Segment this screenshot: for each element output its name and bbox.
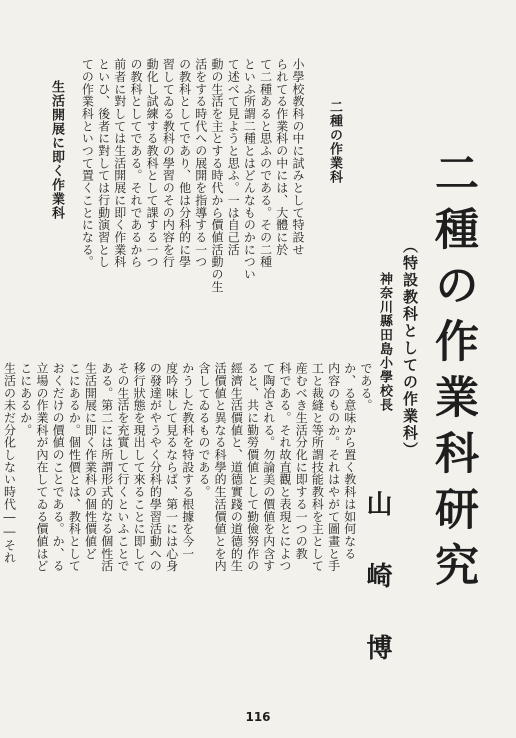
text-column: の發達がやうやく分科的學習活動への [148, 362, 163, 572]
text-column: かうした教科を特設する根據を今一 [180, 362, 195, 560]
text-column: か、る意味から置く教科は如何なる [342, 362, 357, 560]
text-column: 移行狀態を現出して來ることに即して [132, 362, 147, 572]
text-column: こにあるか。 [18, 362, 33, 437]
text-column: といひ、後者に對しては行動演習とし [96, 58, 111, 268]
text-column: その生活を充實して行くといふことで [115, 362, 130, 572]
text-column: といふ所謂二種とはどんなものかについ [242, 58, 257, 281]
upper-body-text [68, 58, 306, 320]
text-column: 度吟味して見るならば、第一には心身 [164, 362, 179, 572]
text-column: 含してゐるものである。 [196, 362, 211, 498]
author-name: 山崎博 [362, 490, 392, 706]
text-column: 小學校教科の中に試みとして特設せ [291, 58, 305, 256]
text-column: ての作業科といつて置くことになる。 [80, 58, 95, 268]
text-column: 經濟生活價値と、道德實踐の道德的生 [229, 362, 244, 572]
text-column: こにあるか。個性價とは、教科として [67, 362, 82, 572]
text-column: 産むべき生活分化に即する一つの教 [294, 362, 309, 560]
text-column: の教科としてであり、他は分科的に學 [177, 58, 192, 268]
article-subtitle: （特設教科としての作業科） [401, 238, 419, 459]
lower-body-text [2, 362, 374, 698]
text-column: ある。第二には所謂形式的なる個性活 [99, 362, 114, 572]
text-column: 動の生活を主とする時代から價値活動の生 [209, 58, 224, 293]
text-column: である。 [359, 362, 373, 412]
text-column: おくだけの價値のことである。か、る [51, 362, 66, 572]
text-column: ると、共に勤勞價値として勤儉努作の [245, 362, 260, 572]
page-number: 116 [245, 710, 271, 724]
text-column: 立場の作業科が內在してゐる價値はど [34, 362, 49, 572]
author-affiliation: 神奈川縣田島小學校長 [377, 272, 392, 412]
text-column: て陶冶される。勿論美の價値を内含す [261, 362, 276, 572]
text-column: 生活開展に即く作業科の個性價値ど [83, 362, 98, 560]
section-heading-seikatsu: 生活開展に即く作業科 [49, 80, 64, 220]
text-column: 習してゐる教科の學習のその内容を行 [161, 58, 176, 268]
text-column: 活價値と異なる科學的生活價値とを内 [213, 362, 228, 572]
text-column: て二種あると思ふのである。その二種 [258, 58, 273, 268]
text-column: られてる作業科の中には、大體に於 [274, 58, 289, 256]
text-column: 活をする時代への展開を指導する一つ [193, 58, 208, 268]
text-column: 科である。それ故直觀と表現とによつ [277, 362, 292, 572]
text-column: 内容のものか。それはやがて圖畫と手 [326, 362, 341, 572]
section-heading-nishu: 二種の作業科 [327, 100, 342, 184]
article-title: 二種の作業科研究 [427, 150, 478, 598]
text-column: 動化し試練する教科として課する一つ [145, 58, 160, 268]
text-column: て述べて見ようと思ふ。一は自己活 [226, 58, 241, 256]
text-column: 生活の未だ分化しない時代――それ [2, 362, 17, 564]
text-column: の教科としてである。それであるから [128, 58, 143, 268]
text-column: 前者に對しては生活開展に即く作業科 [112, 58, 127, 268]
text-column: 工と裁縫と等所謂技能教科を主として [310, 362, 325, 572]
